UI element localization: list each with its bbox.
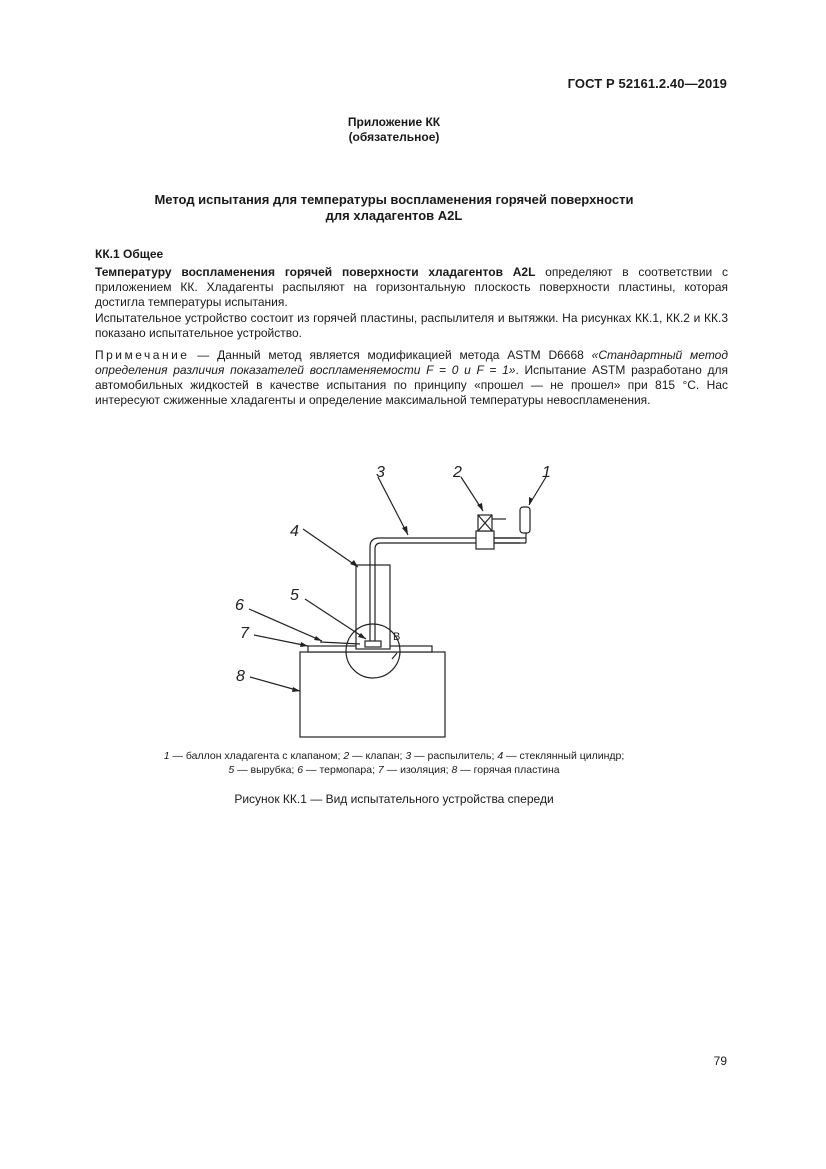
annex-status: (обязательное) (348, 130, 440, 144)
figure-caption: Рисунок КК.1 — Вид испытательного устройства спереди (234, 792, 554, 806)
legend-line-2 (0, 763, 788, 777)
legend-text-3: — распылитель; (411, 750, 498, 762)
thermocouple (320, 642, 360, 644)
paragraph-1-bold: Температуру воспламенения горячей поверхности хладагентов A2L (95, 265, 536, 279)
legend-num-1: 1 (163, 750, 170, 762)
valve (476, 531, 494, 549)
label-8: 8 (236, 668, 245, 685)
legend-num-7: 7 (377, 764, 384, 776)
note-italic: «Стандартный метод определения различия показателей воспламеняемости F = 0 и F = 1» (95, 348, 728, 377)
label-6: 6 (235, 597, 244, 614)
label-4: 4 (290, 523, 299, 540)
method-title-line1: Метод испытания для температуры воспламенения горячей поверхности (154, 192, 634, 207)
legend-line-1 (0, 749, 788, 763)
legend-text-2: — клапан; (349, 750, 406, 762)
legend-text-4: — стеклянный цилиндр; (503, 750, 625, 762)
cutout (365, 641, 381, 647)
label-2: 2 (453, 464, 462, 481)
test-apparatus-figure (220, 455, 640, 740)
hot-plate (300, 652, 445, 737)
label-7: 7 (240, 625, 249, 642)
note-label: Примечание (95, 348, 190, 362)
legend-num-5: 5 (228, 764, 235, 776)
method-title (0, 192, 788, 224)
method-title-line2: для хладагентов A2L (325, 208, 463, 223)
annex-heading (0, 115, 788, 145)
note-paragraph (95, 348, 728, 408)
figure-legend (0, 749, 788, 777)
note-rest: . Испытание ASTM разработано для автомобильных жидкостей в качестве испытания по принципу «прошел — не прошел» при 815 °С. Нас интересуют сжиженные хладагенты и определение максимальной температуры невоспламенения. (95, 363, 728, 407)
legend-num-4: 4 (497, 750, 504, 762)
legend-num-3: 3 (405, 750, 412, 762)
legend-num-6: 6 (297, 764, 304, 776)
sprayer-tube (370, 538, 520, 641)
legend-text-5: — вырубка; (234, 764, 298, 776)
legend-num-8: 8 (451, 764, 458, 776)
refrigerant-bottle (520, 507, 530, 533)
standard-code: ГОСТ Р 52161.2.40—2019 (567, 76, 727, 91)
label-3: 3 (376, 464, 385, 481)
page-number: 79 (713, 1054, 727, 1068)
legend-num-2: 2 (343, 750, 350, 762)
label-5: 5 (290, 587, 299, 604)
label-1: 1 (542, 464, 551, 481)
legend-text-1: — баллон хладагента с клапаном; (169, 750, 344, 762)
paragraph-2: Испытательное устройство состоит из горячей пластины, распылителя и вытяжки. На рисунках КК.1, КК.2 и КК.3 показано испытательное устройство. (95, 311, 728, 340)
section-heading: КК.1 Общее (95, 247, 164, 261)
legend-text-6: — термопара; (303, 764, 378, 776)
paragraph-1-text: определяют в соответствии с приложением КК. Хладагенты распыляют на горизонтальную плоскость поверхности пластины, которая достигла температуры испытания. (95, 265, 728, 309)
legend-text-7: — изоляция; (383, 764, 452, 776)
legend-text-8: — горячая пластина (457, 764, 560, 776)
annex-title: Приложение КК (347, 115, 441, 129)
paragraph-1 (95, 265, 728, 310)
detail-label: B (393, 631, 401, 643)
note-text: — Данный метод является модификацией метода ASTM D6668 (189, 348, 592, 362)
